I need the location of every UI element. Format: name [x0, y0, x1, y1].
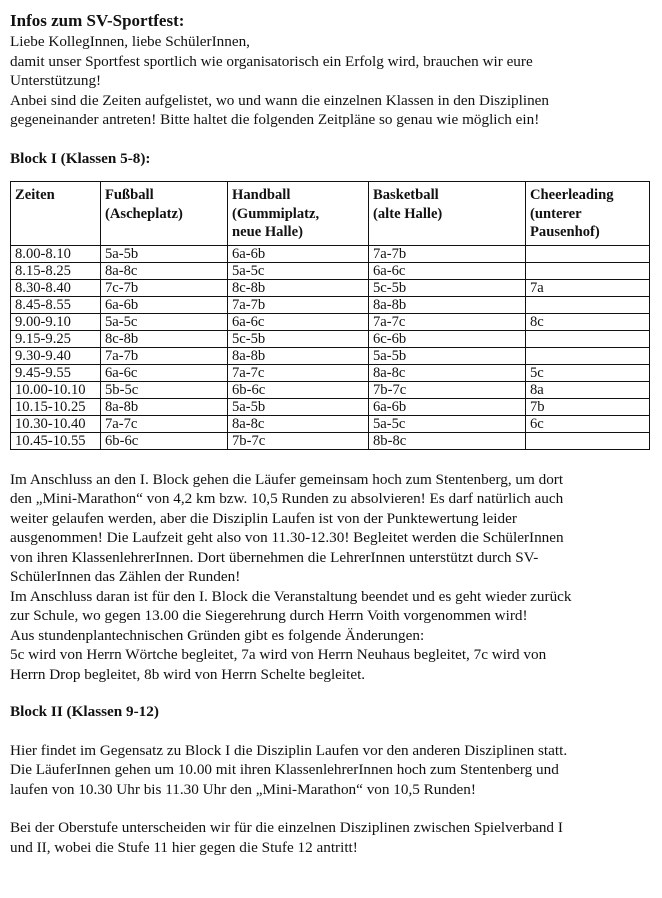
intro-line: damit unser Sportfest sportlich wie organisatorisch ein Erfolg wird, brauchen wir eure [10, 52, 533, 70]
header-line: (alte Halle) [373, 205, 443, 222]
header-line: Pausenhof) [530, 224, 600, 240]
time-cell: 8.45-8.55 [11, 296, 101, 313]
table-header-cell [228, 182, 369, 246]
time-cell: 9.15-9.25 [11, 330, 101, 347]
match-cell: 6a-6c [228, 313, 369, 330]
match-cell [526, 262, 650, 279]
table-header-row [11, 182, 650, 246]
match-cell [526, 347, 650, 364]
match-cell: 6c-6b [369, 330, 526, 347]
match-cell: 6a-6b [369, 398, 526, 415]
block2-line: Hier findet im Gegensatz zu Block I die Disziplin Laufen vor den anderen Disziplinen statt. [10, 741, 568, 759]
intro-line: Liebe KollegInnen, liebe SchülerInnen, [10, 33, 250, 50]
table-body [11, 245, 650, 449]
match-cell: 8c-8b [228, 279, 369, 296]
header-line: neue Halle) [232, 224, 303, 240]
match-cell: 7a-7b [228, 296, 369, 313]
match-cell: 5a-5b [228, 398, 369, 415]
match-cell: 8a-8c [101, 262, 228, 279]
match-cell: 5a-5c [369, 415, 526, 432]
time-cell: 10.15-10.25 [11, 398, 101, 415]
header-line: Handball [232, 187, 291, 203]
notes-line: von ihren KlassenlehrerInnen. Dort übernehmen die LehrerInnen unterstützt durch SV- [10, 548, 539, 566]
match-cell: 7a [526, 279, 650, 296]
block2-paragraph-1 [10, 741, 650, 800]
notes-line: weiter gelaufen werden, aber die Disziplin Laufen ist von der Punktewertung leider [10, 509, 517, 527]
match-cell: 7a-7c [369, 313, 526, 330]
notes-line: zur Schule, wo gegen 13.00 die Siegerehrung durch Herrn Voith vorgenommen wird! [10, 607, 528, 624]
match-cell [526, 432, 650, 449]
time-cell: 8.15-8.25 [11, 262, 101, 279]
match-cell: 6a-6c [369, 262, 526, 279]
block2-line: und II, wobei die Stufe 11 hier gegen die Stufe 12 antritt! [10, 838, 358, 856]
time-cell: 8.30-8.40 [11, 279, 101, 296]
match-cell: 7a-7b [101, 347, 228, 364]
match-cell: 5a-5c [101, 313, 228, 330]
table-header-cell [369, 182, 526, 246]
table-row [11, 415, 650, 432]
table-row [11, 347, 650, 364]
block2-line: laufen von 10.30 Uhr bis 11.30 Uhr den „Mini-Marathon“ von 10,5 Runden! [10, 780, 476, 798]
schedule-table [10, 181, 650, 450]
match-cell [526, 296, 650, 313]
match-cell [526, 245, 650, 262]
match-cell: 5c-5b [369, 279, 526, 296]
table-header-cell [526, 182, 650, 246]
header-line: Fußball [105, 187, 154, 203]
table-row [11, 296, 650, 313]
table-row [11, 398, 650, 415]
header-line: (unterer [530, 205, 582, 222]
header-line: Cheerleading [530, 187, 614, 203]
time-cell: 9.30-9.40 [11, 347, 101, 364]
notes-line: Herrn Drop begleitet, 8b wird von Herrn Schelte begleitet. [10, 665, 366, 683]
match-cell: 8a-8b [228, 347, 369, 364]
match-cell [526, 330, 650, 347]
notes-line: 5c wird von Herrn Wörtche begleitet, 7a wird von Herrn Neuhaus begleitet, 7c wird von [10, 646, 547, 663]
notes-line: SchülerInnen das Zählen der Runden! [10, 568, 241, 585]
notes-line: ausgenommen! Die Laufzeit geht also von 11.30-12.30! Begleitet werden die SchülerInnen [10, 529, 564, 546]
table-row [11, 432, 650, 449]
header-line: (Ascheplatz) [105, 205, 183, 222]
table-row [11, 313, 650, 330]
match-cell: 7a-7b [369, 245, 526, 262]
match-cell: 5a-5c [228, 262, 369, 279]
time-cell: 9.45-9.55 [11, 364, 101, 381]
notes-line: den „Mini-Marathon“ von 4,2 km bzw. 10,5 Runden zu absolvieren! Es darf natürlich auch [10, 490, 564, 507]
table-row [11, 245, 650, 262]
intro-line: gegeneinander antreten! Bitte haltet die folgenden Zeitpläne so genau wie möglich ein! [10, 111, 540, 128]
match-cell: 5a-5b [101, 245, 228, 262]
match-cell: 7b-7c [369, 381, 526, 398]
block2-line: Bei der Oberstufe unterscheiden wir für die einzelnen Disziplinen zwischen Spielverband I [10, 819, 563, 836]
table-row [11, 279, 650, 296]
table-header-cell [101, 182, 228, 246]
match-cell: 8a-8b [369, 296, 526, 313]
header-line: Basketball [373, 187, 439, 203]
match-cell: 6b-6c [228, 381, 369, 398]
match-cell: 7a-7c [101, 415, 228, 432]
document-title: Infos zum SV-Sportfest: [10, 11, 185, 30]
match-cell: 8c-8b [101, 330, 228, 347]
table-header-cell [11, 182, 101, 246]
match-cell: 8a [526, 381, 650, 398]
match-cell: 7c-7b [101, 279, 228, 296]
document-page [10, 10, 650, 857]
match-cell: 8a-8c [369, 364, 526, 381]
table-row [11, 330, 650, 347]
match-cell: 6a-6c [101, 364, 228, 381]
match-cell: 6a-6b [228, 245, 369, 262]
match-cell: 5c-5b [228, 330, 369, 347]
match-cell: 7a-7c [228, 364, 369, 381]
intro-line: Anbei sind die Zeiten aufgelistet, wo und wann die einzelnen Klassen in den Disziplinen [10, 91, 550, 109]
notes-line: Aus stundenplantechnischen Gründen gibt es folgende Änderungen: [10, 626, 425, 644]
match-cell: 6c [526, 415, 650, 432]
table-row [11, 364, 650, 381]
header-line: (Gummiplatz, [232, 205, 320, 222]
match-cell: 5a-5b [369, 347, 526, 364]
notes-line: Im Anschluss an den I. Block gehen die Läufer gemeinsam hoch zum Stentenberg, um dort [10, 470, 564, 488]
match-cell: 5c [526, 364, 650, 381]
match-cell: 8a-8c [228, 415, 369, 432]
match-cell: 6a-6b [101, 296, 228, 313]
table-row [11, 381, 650, 398]
header-line: Zeiten [15, 187, 55, 203]
match-cell: 5b-5c [101, 381, 228, 398]
block1-heading: Block I (Klassen 5-8): [10, 149, 151, 167]
time-cell: 10.30-10.40 [11, 415, 101, 432]
match-cell: 7b-7c [228, 432, 369, 449]
table-row [11, 262, 650, 279]
block2-heading: Block II (Klassen 9-12) [10, 703, 159, 720]
block2-line: Die LäuferInnen gehen um 10.00 mit ihren KlassenlehrerInnen hoch zum Stentenberg und [10, 761, 559, 778]
intro-line: Unterstützung! [10, 72, 102, 89]
time-cell: 10.45-10.55 [11, 432, 101, 449]
match-cell: 8c [526, 313, 650, 330]
match-cell: 8a-8b [101, 398, 228, 415]
time-cell: 10.00-10.10 [11, 381, 101, 398]
intro-paragraph [10, 32, 650, 130]
block2-paragraph-2 [10, 818, 650, 857]
time-cell: 8.00-8.10 [11, 245, 101, 262]
notes-line: Im Anschluss daran ist für den I. Block die Veranstaltung beendet und es geht wieder zurück [10, 587, 572, 605]
match-cell: 8b-8c [369, 432, 526, 449]
time-cell: 9.00-9.10 [11, 313, 101, 330]
match-cell: 6b-6c [101, 432, 228, 449]
block1-notes [10, 470, 650, 685]
match-cell: 7b [526, 398, 650, 415]
